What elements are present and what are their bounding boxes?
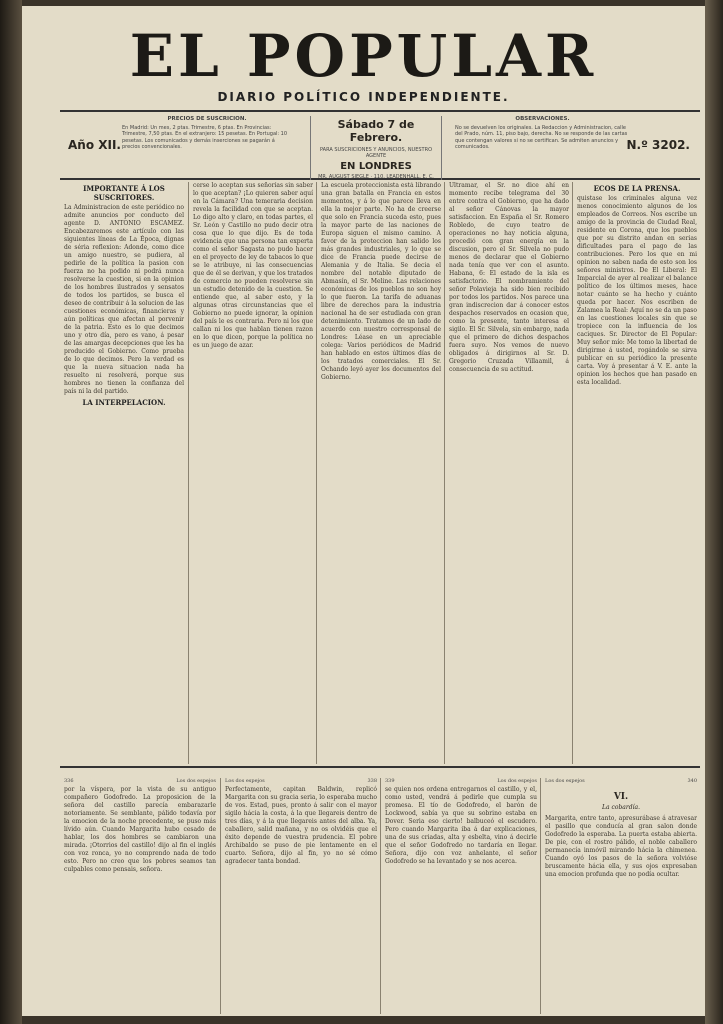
serial-label: Los dos espejos — [225, 778, 265, 784]
masthead-subtitle: DIARIO POLÍTICO INDEPENDIENTE. — [217, 90, 510, 104]
chapter-text: Margarita, entre tanto, apresurábase á atravesar el pasillo que conducía al gran salon donde Godofredo la esperaba. La puerta estaba abierta. De pie, con el rostro pálido, el noble caballero permanecía inmóvil mirando hácia la chimenea. Cuando oyó los pasos de la señora volvióse bruscamente hácia ella, y sus ojos expresaban una emocion profunda que no podía ocultar. — [545, 815, 697, 878]
column-text: Ultramar, el Sr. no dice ahí en momento recibe telegrama del 30 entre contra el Gobierno, que ha dado al señor Cánovas la mayor satisfaccion. En España el Sr. Romero Robledo, de cuyo teatro de operaciones no hay noticia alguna, procedió con gran energía en la discusion, pero el Sr. Silvela no pudo menos de declarar que el Gobierno nada tenía que ver con el asunto. Habana, 6: El estado de la isla es satisfactorio. El nombramiento del señor Polavieja ha sido bien recibido por todos los partidos. Nos parece una gran indiscrecion dar á conocer estos despachos reservados en ocasion que, como la presente, tanto interesa el sigilo. El Sr. Silvela, sin embargo, nada que el primero de dichos despachos fuera suyo. Nos vemos de nuevo obligados á dirigirnos al Sr. D. Gregorio Cruzada Villaamil, á consecuencia de su actitud. — [449, 182, 569, 373]
article-column-5 — [572, 182, 701, 764]
serial-column-3 — [380, 778, 541, 1014]
column-text: La escuela proteccionista está librando una gran batalla en Francia en estos momentos, y á lo que parece lleva en ella la mejor parte. No ha de creerse que solo en Francia suceda esto, pues la mayor parte de las naciones de Europa siguen el mismo camino. A favor de la proteccion han salido los más grandes industriales, y lo que se dice de Francia puede decirse de Alemania y de Italia. Se decia el nombre del notable diputado de Abmasín, el Sr. Meline. Las relaciones económicas de los pueblos no son hoy lo que fueron. La tarifa de aduanas libre de derechos para la industria nacional ha de ser estudiada con gran detenimiento. Tratamos de un lado de acuerdo con nuestro corresponsal de Londres: Léase en un apreciable colega: Varios periódicos de Madrid han hablado en estos últimos días de los tratados comerciales. El Sr. Ochando leyó ayer los documentos del Gobierno. — [321, 182, 441, 381]
page-number: 338 — [367, 778, 377, 784]
main-columns — [60, 182, 700, 764]
serial-label: Los dos espejos — [545, 778, 585, 784]
chapter-title: La cobardía. — [602, 804, 640, 811]
page-number: 339 — [385, 778, 395, 784]
serial-column-4 — [540, 778, 701, 1014]
article-column-1 — [60, 182, 188, 764]
column-heading: LA INTERPELACION. — [82, 398, 166, 407]
newspaper-page — [22, 6, 705, 1016]
agent-title: PARA SUSCRICIONES Y ANUNCIOS, NUESTRO AGENTE — [319, 147, 433, 159]
date-box — [310, 116, 442, 180]
issue-date: Sábado 7 de Febrero. — [337, 118, 415, 144]
page-gutter-right — [705, 0, 723, 1024]
serial-column-2 — [220, 778, 381, 1014]
serial-divider — [60, 766, 700, 776]
article-column-2 — [188, 182, 317, 764]
chapter-number: VI. — [613, 792, 629, 802]
article-column-4 — [444, 182, 573, 764]
column-heading: ECOS DE LA PRENSA. — [593, 184, 681, 193]
serial-text: Perfectamente, capitan Baldwin, replicó Margarita con su gracia seria, lo esperaba mucho de vos. Estad, pues, pronto á salir con el mayor sigilo hácia la costa, á la que llegareis dentro de tres días, y á la que llegareis antes del alba. Ya, caballero, salid mañana, y no os olvidéis que el éxito depende de vuestra prudencia. El pobre Archibaldo se puso de pie lentamente en el cuarto. Señora, dijo al fin, yo no sé cómo agradecer tanta bondad. — [225, 786, 377, 865]
subscription-title: PRECIOS DE SUSCRICION. — [167, 116, 247, 122]
subscription-text: En Madrid: Un mes, 2 ptas. Trimestre, 6 ptas. En Provincias: Trimestre, 7,50 ptas. En el extranjero: 15 pesetas. En Portugal: 10 pesetas. Los comunicados y demás inserciones se pagarán á precios convencionales. — [122, 124, 288, 150]
serial-label: Los dos espejos — [497, 778, 537, 784]
article-column-3 — [316, 182, 445, 764]
info-bar — [60, 110, 700, 180]
column-text: La Administracion de este periódico no admite anuncios por conducto del agente D. ANTONIO ESCAMEZ. Encabezaremos este artículo con las siguientes líneas de La Época, dignas de séria reflexion: Adonde, como dice un amigo nuestro, se pudiera, al pedirle de la política la pasion con fuerza no ha podido ni podrá nunca resolverse la cuestion, si en la opinion de los hombres ilustrados y sensatos de todos los partidos, se busca el deseo de contribuir á la solucion de las cuestiones económicas, financieras y aún políticas que afectan al porvenir de la patria. Esto es lo que decimos uno y otro día, pero es vano, á pesar de las amargas decepciones que les ha producido el Gobierno. Como prueba de lo que decimos. Pero la verdad es que la nueva situacion nada ha resuelto ni resolverá, porque sus hombres no tienen la confianza del país ni la del partido. — [64, 204, 184, 395]
masthead-title: EL POPULAR — [129, 22, 598, 90]
column-text: cerse lo aceptan sus señorías sin saber lo que aceptan? ¡Lo quieren saber aquí en la Cámara? Una temeraria decision revela la facilidad con que se aceptan. Lo digo alto y claro, en todas partes, el Sr. León y Castillo no pudo decir otra cosa que lo que dijo. Es de toda evidencia que una persona tan experta como el señor Sagasta no pudo hacer en el proyecto de ley de tabacos lo que se le atribuye, ni las consecuencias que de él se derivan, y que los tratados de comercio no pueden resolverse sin un estudio detenido de la cuestion. Se entiende que, al saber esto, y la algunas otras circunstancias que el Gobierno no puede ignorar, la opinion del país le es contraria. Pero ni los que callan ni los que hablan tienen razon en lo que dicen, porque la política no es un juego de azar. — [193, 182, 313, 349]
agent-address: MR. AUGUST SIEGLE · 110, LEADENHALL, E. C. — [318, 174, 434, 180]
column-text: quistase los criminales alguna vez menos conocimiento algunos de los empleados de Correos. Nos escribe un amigo de la provincia de Ciudad Real, residente en Corona, que los pueblos que por su distrito andan en serias dificultades para el pago de las contribuciones. Pero los que en mi opinion no saben nada de esto son los señores ministros. De El Liberal: El Imparcial de ayer al realizar el balance político de los últimos meses, hace notar cuánto se ha hecho y cuánto queda por hacer. Nos escriben de Zalamea la Real: Aquí no se da un paso en las cuestiones locales sin que se tropiece con la influencia de los caciques. Sr. Director de El Popular: Muy señor mío: Me tomo la libertad de dirigirme á usted, rogándole se sirva publicar en su periódico la presente carta. Voy á presentar á V. E. ante la opinion los hechos que han pasado en esta localidad. — [577, 195, 697, 386]
column-heading: IMPORTANTE Á LOS SUSCRITORES. — [83, 184, 165, 202]
observations-text: No se devuelven los originales. La Redaccion y Administracion, calle del Prado, núm. 11, piso bajo, derecha. No se responde de las cartas que contengan valores si no se certifican. Se admiten anuncios y comunicados. — [455, 124, 628, 150]
subscription-box — [122, 116, 292, 151]
serial-text: se quien nos ordena entregarnos el castillo, y el, como usted, vendrá á pedirle que cumpla su promesa. El tío de Godofredo, el barón de Lockwood, sabía ya que su sobrino estaba en Dover. Seria eso cierto! balbuceó el escudero. Pero cuando Margarita iba á dar explicaciones, una de sus criadas, alta y esbelta, vino á decirle que el señor Godofredo no tardaría en llegar. Señora, dijo con voz anhelante, el señor Godofredo se ha levantado y se nos acerca. — [385, 786, 537, 865]
serial-label: Los dos espejos — [176, 778, 216, 784]
serial-text: por la víspera, por la vista de su antiguo compañero Godofredo. La proposicion de la señora del castillo parecía embarazarle notoriamente. Se semblante, pálido todavía por la emocion de la noche precedente, se puso más lívido aún. Cuando Margarita hubo cesado de hablar, los dos hombres se cambiaron una mirada. ¡Otorrios del castillo! dijo al fin el inglés con voz ronca, yo no comprendo nada de todo esto. Pero no creo que los pobres seamos tan culpables como pensais, señora. — [64, 786, 216, 873]
serial-column-1 — [60, 778, 220, 1014]
year-label: Año XII. — [68, 138, 121, 152]
issue-number: N.º 3202. — [626, 138, 690, 152]
page-number: 336 — [64, 778, 74, 784]
observations-title: OBSERVACIONES. — [515, 116, 570, 122]
observations-box — [455, 116, 630, 151]
london-label: EN LONDRES — [340, 161, 412, 172]
page-gutter-left — [0, 0, 22, 1024]
page-number: 340 — [687, 778, 697, 784]
